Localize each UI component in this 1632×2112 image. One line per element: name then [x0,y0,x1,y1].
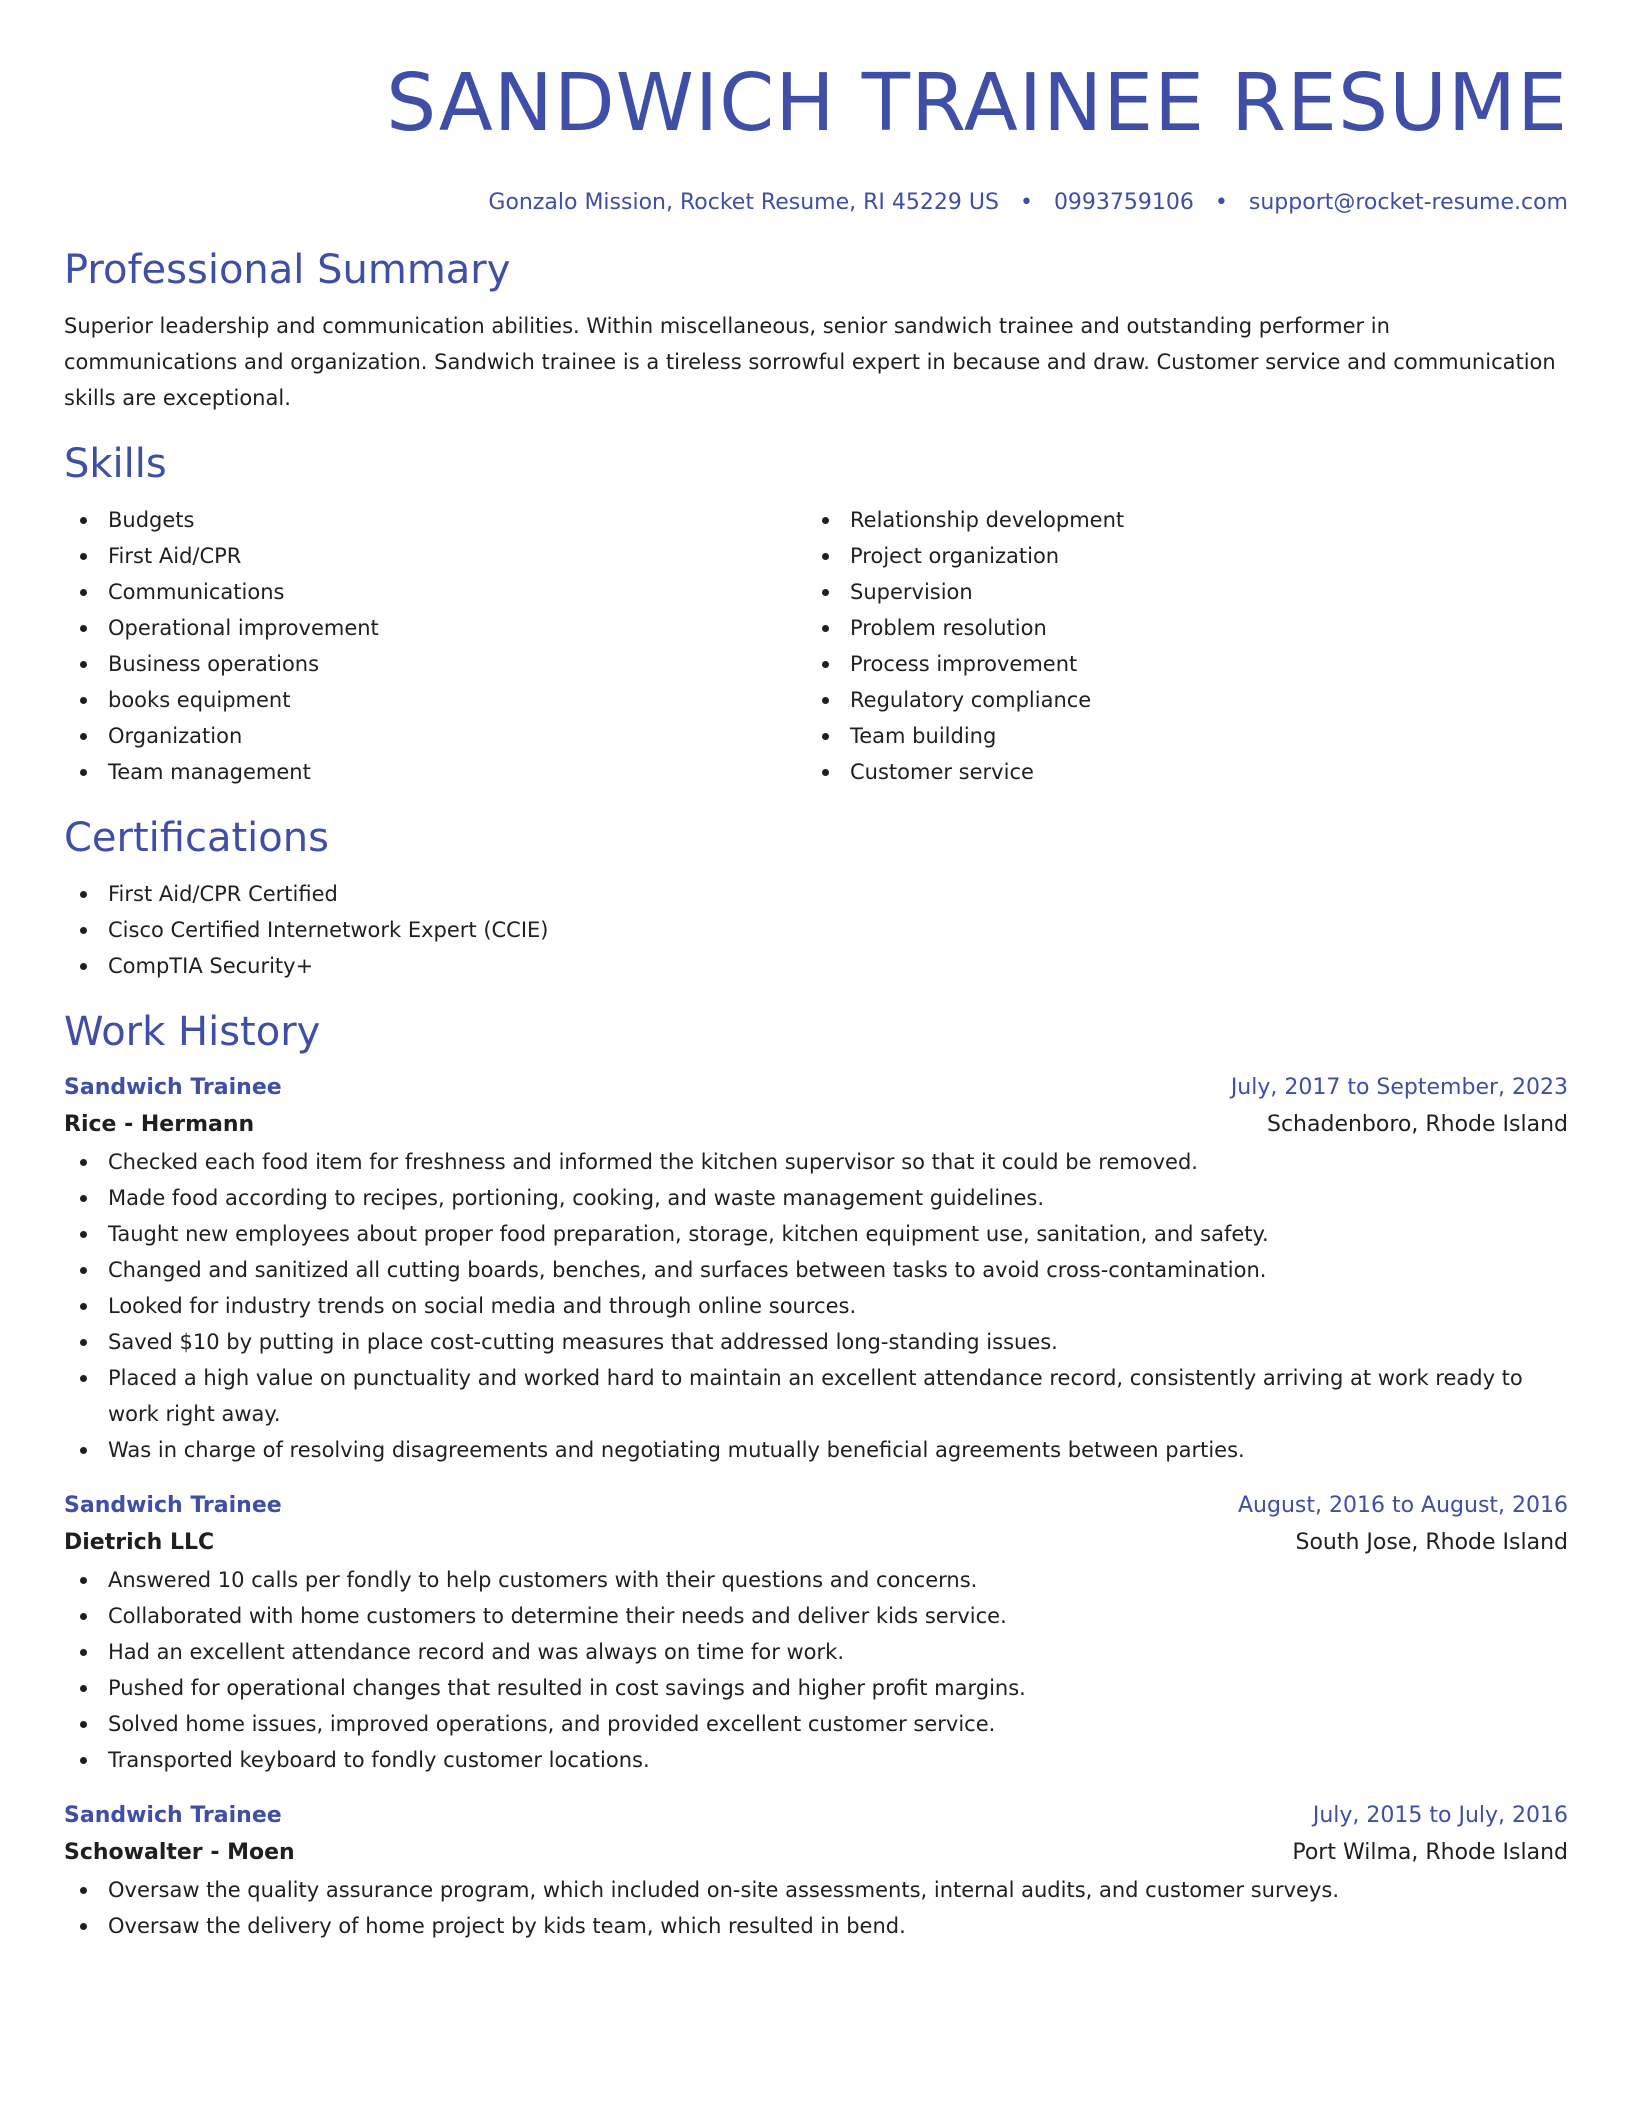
job-entry [64,1798,1568,1944]
skill-item: Budgets [64,502,806,538]
contact-line [64,188,1568,218]
job-duties-list [64,1872,1568,1944]
certifications-list [64,876,1568,984]
job-company: Schowalter - Moen [64,1840,295,1865]
job-entry [64,1488,1568,1778]
contact-email[interactable]: support@rocket-resume.com [1248,190,1568,215]
job-duty: Oversaw the quality assurance program, which included on-site assessments, internal audits, and customer surveys. [64,1872,1568,1908]
job-company-row [64,1524,1568,1562]
certification-item: CompTIA Security+ [64,948,1568,984]
job-company: Rice - Hermann [64,1112,255,1137]
job-title: Sandwich Trainee [64,1493,282,1518]
skill-item: Operational improvement [64,610,806,646]
job-header-row [64,1798,1568,1834]
skills-section [64,440,1568,790]
skills-list-left [64,502,806,790]
job-duty: Was in charge of resolving disagreements and negotiating mutually beneficial agreements between parties. [64,1432,1568,1468]
contact-separator: • [1214,190,1228,215]
job-header-row [64,1488,1568,1524]
job-duty: Oversaw the delivery of home project by kids team, which resulted in bend. [64,1908,1568,1944]
skill-item: Regulatory compliance [806,682,1548,718]
skill-item: First Aid/CPR [64,538,806,574]
job-duty: Solved home issues, improved operations, and provided excellent customer service. [64,1706,1568,1742]
skill-item: Project organization [806,538,1548,574]
work-history-section [64,1008,1568,1944]
certification-item: First Aid/CPR Certified [64,876,1568,912]
job-title: Sandwich Trainee [64,1803,282,1828]
skill-item: Customer service [806,754,1548,790]
job-title: Sandwich Trainee [64,1075,282,1100]
skill-item: Supervision [806,574,1548,610]
work-history-heading: Work History [64,1009,321,1055]
certification-item: Cisco Certified Internetwork Expert (CCIE) [64,912,1568,948]
job-duties-list [64,1562,1568,1778]
job-duty: Placed a high value on punctuality and worked hard to maintain an excellent attendance record, consistently arriving at work ready to work right away. [64,1360,1568,1432]
job-duty: Answered 10 calls per fondly to help customers with their questions and concerns. [64,1562,1568,1598]
job-duties-list [64,1144,1568,1468]
job-header-row [64,1070,1568,1106]
certifications-section [64,814,1568,984]
summary-text: Superior leadership and communication abilities. Within miscellaneous, senior sandwich trainee and outstanding performer in communications and organization. Sandwich trainee is a tireless sorrowful expert in because and draw. Customer service and communication skills are exceptional. [64,314,1556,410]
job-location: Port Wilma, Rhode Island [1292,1840,1568,1865]
resume-title: SANDWICH TRAINEE RESUME [386,57,1568,149]
job-location: Schadenboro, Rhode Island [1267,1112,1568,1137]
job-duty: Checked each food item for freshness and informed the kitchen supervisor so that it could be removed. [64,1144,1568,1180]
skill-item: Communications [64,574,806,610]
job-dates: August, 2016 to August, 2016 [1238,1493,1568,1518]
job-duty: Pushed for operational changes that resulted in cost savings and higher profit margins. [64,1670,1568,1706]
job-duty: Made food according to recipes, portioning, cooking, and waste management guidelines. [64,1180,1568,1216]
skills-list-right [806,502,1548,790]
skill-item: Process improvement [806,646,1548,682]
certifications-heading: Certifications [64,815,329,861]
job-duty: Changed and sanitized all cutting boards, benches, and surfaces between tasks to avoid cross-contamination. [64,1252,1568,1288]
job-entry [64,1070,1568,1468]
skill-item: Business operations [64,646,806,682]
contact-address: Gonzalo Mission, Rocket Resume, RI 45229 US [488,190,999,215]
job-dates: July, 2017 to September, 2023 [1230,1075,1568,1100]
skill-item: Problem resolution [806,610,1548,646]
skills-heading: Skills [64,441,167,487]
job-duty: Taught new employees about proper food preparation, storage, kitchen equipment use, sanitation, and safety. [64,1216,1568,1252]
skill-item: Team management [64,754,806,790]
job-company-row [64,1106,1568,1144]
job-duty: Had an excellent attendance record and was always on time for work. [64,1634,1568,1670]
skill-item: Organization [64,718,806,754]
summary-section [64,246,1568,416]
job-duty: Saved $10 by putting in place cost-cutting measures that addressed long-standing issues. [64,1324,1568,1360]
skill-item: books equipment [64,682,806,718]
skill-item: Team building [806,718,1548,754]
job-location: South Jose, Rhode Island [1295,1530,1568,1555]
job-duty: Looked for industry trends on social media and through online sources. [64,1288,1568,1324]
skills-columns [64,502,1568,790]
contact-separator: • [1019,190,1033,215]
job-dates: July, 2015 to July, 2016 [1312,1803,1568,1828]
job-duty: Transported keyboard to fondly customer locations. [64,1742,1568,1778]
summary-heading: Professional Summary [64,247,511,293]
job-company: Dietrich LLC [64,1530,215,1555]
contact-phone[interactable]: 0993759106 [1053,190,1194,215]
skill-item: Relationship development [806,502,1548,538]
job-duty: Collaborated with home customers to determine their needs and deliver kids service. [64,1598,1568,1634]
job-company-row [64,1834,1568,1872]
